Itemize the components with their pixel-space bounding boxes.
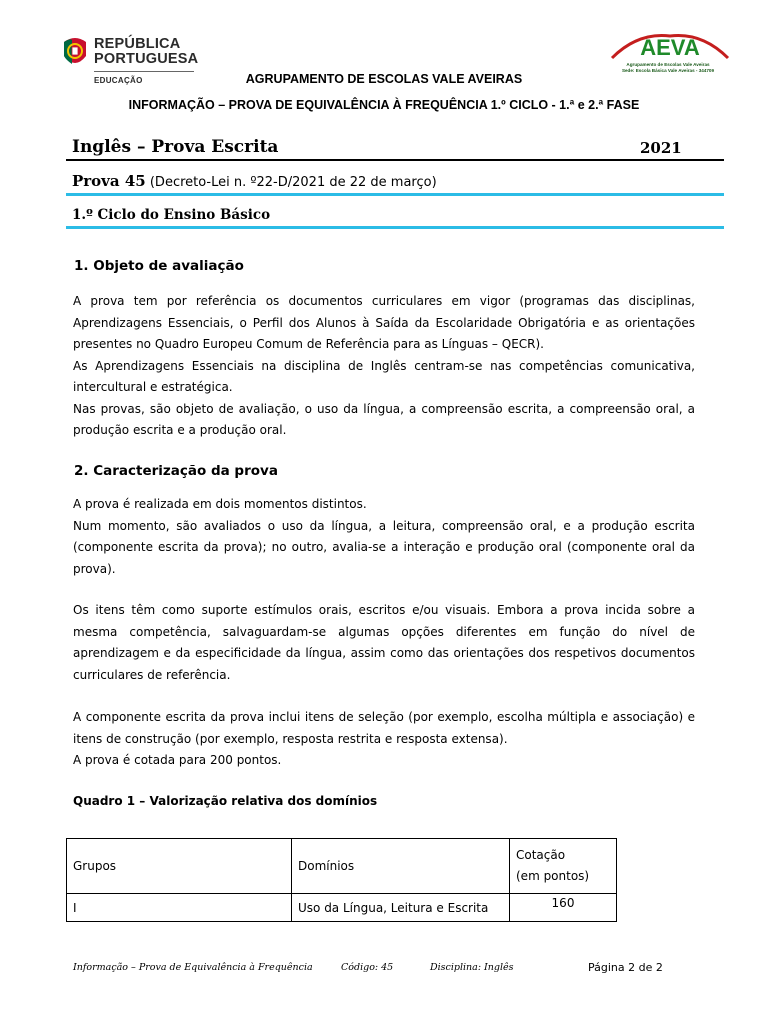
level-title: 1.º Ciclo do Ensino Básico: [72, 207, 271, 223]
table-header-row: [67, 839, 617, 894]
blue-rule-top: [66, 193, 724, 196]
table-caption: Quadro 1 – Valorização relativa dos domínios: [73, 794, 378, 808]
svg-text:AEVA: AEVA: [640, 35, 700, 60]
prova-decree: (Decreto-Lei n. º22-D/2021 de 22 de março): [149, 175, 437, 190]
paragraph: A prova tem por referência os documentos curriculares em vigor (programas das disciplinas, Aprendizagens Essenciais, o Perfil dos Alunos à Saída da Escolaridade Obrigatória e as orientações presentes no Quadro Europeu Comum de Referência para as Línguas – QECR).: [73, 294, 695, 351]
paragraph: Nas provas, são objeto de avaliação, o uso da língua, a compreensão escrita, a compreensão oral, a produção escrita e a produção oral.: [73, 401, 695, 437]
paragraph: As Aprendizagens Essenciais na disciplina de Inglês centram-se nas competências comunicativa, intercultural e estratégica.: [73, 358, 695, 394]
section-2-heading: 2. Caracterização da prova: [74, 463, 278, 479]
info-header: INFORMAÇÃO – PROVA DE EQUIVALÊNCIA À FREQUÊNCIA 1.º CICLO - 1.ª e 2.ª FASE: [128, 98, 640, 112]
document-year: 2021: [640, 139, 682, 157]
footer-discipline: Disciplina: Inglês: [430, 962, 514, 973]
domains-table: [66, 838, 617, 922]
header-cell-score: Cotação (em pontos): [510, 839, 617, 894]
table-row: [67, 894, 617, 922]
header-cell-groups: Grupos: [67, 839, 292, 894]
educacao-label: EDUCAÇÃO: [94, 76, 143, 85]
header-cell-domains: Domínios: [292, 839, 510, 894]
cell-domain: Uso da Língua, Leitura e Escrita: [292, 894, 510, 922]
title-rule: [66, 159, 724, 161]
paragraph: A componente escrita da prova inclui itens de seleção (por exemplo, escolha múltipla e associação) e itens de construção (por exemplo, resposta restrita e resposta extensa).: [73, 710, 695, 746]
section-2-block-3: [73, 707, 695, 772]
school-header: AGRUPAMENTO DE ESCOLAS VALE AVEIRAS: [245, 72, 523, 86]
blue-rule-bottom: [66, 226, 724, 229]
coat-of-arms-icon: [58, 34, 92, 74]
paragraph: Os itens têm como suporte estímulos orais, escritos e/ou visuais. Embora a prova incida sobre a mesma competência, salvaguardam-se algumas opções diferentes em função do nível de aprendizagem e da especificidade da língua, assim como das orientações dos respetivos documentos curriculares de referência.: [73, 603, 695, 682]
section-2-block-1: [73, 494, 695, 580]
aeva-logo-icon: [608, 30, 732, 62]
footer-page-number: Página 2 de 2: [588, 961, 663, 974]
document-title: Inglês – Prova Escrita: [72, 137, 279, 157]
footer-code: Código: 45: [341, 962, 394, 973]
cell-score: 160: [510, 894, 617, 922]
section-2-block-2: [73, 600, 695, 686]
paragraph: Num momento, são avaliados o uso da língua, a leitura, compreensão oral, e a produção escrita (componente escrita da prova); no outro, avalia-se a interação e produção oral (componente oral da prova).: [73, 518, 695, 576]
cell-group: I: [67, 894, 292, 922]
prova-line: [72, 172, 437, 190]
paragraph: A prova é cotada para 200 pontos.: [73, 753, 282, 767]
republica-portuguesa-wordmark: REPÚBLICA PORTUGUESA: [94, 36, 199, 67]
section-1-heading: 1. Objeto de avaliação: [74, 258, 244, 274]
prova-label: Prova 45: [72, 172, 146, 190]
paragraph: A prova é realizada em dois momentos distintos.: [73, 497, 367, 511]
aeva-subtitle: Agrupamento de Escolas Vale Aveiras Sede: Escola Básica Vale Aveiras - 344709: [621, 62, 715, 73]
footer-document: Informação – Prova de Equivalência à Frequência: [73, 962, 313, 973]
section-1-body: [73, 291, 695, 442]
